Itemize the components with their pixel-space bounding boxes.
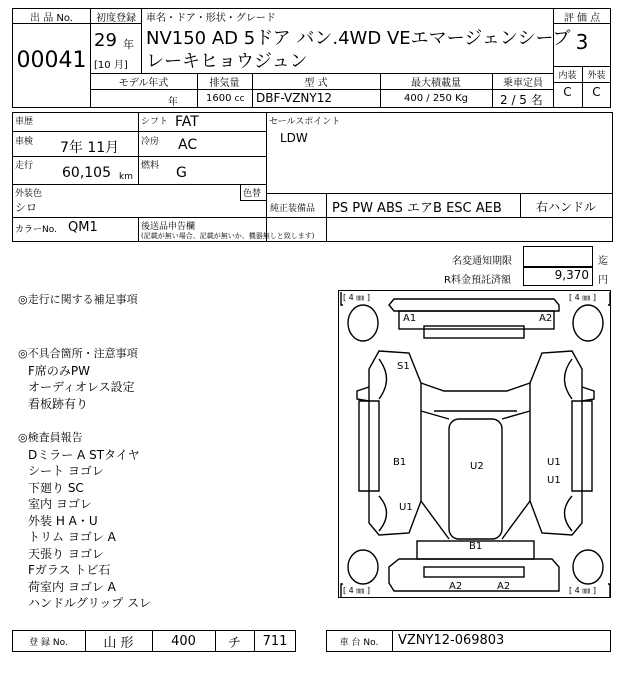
exterior-label: 外装 [587, 70, 606, 81]
damage-mark: U1 [547, 457, 561, 468]
model-year-label: モデル年式 [118, 78, 169, 89]
capacity: 2 / 5 名 [500, 93, 543, 107]
exterior-grade: C [592, 85, 601, 99]
fuel: G [176, 165, 187, 181]
lot-no: 00041 [16, 48, 87, 73]
capacity-label: 乗車定員 [503, 78, 543, 89]
ac-label: 冷房 [141, 137, 160, 147]
inspector-item: 荷室内 ヨゴレ A [28, 579, 116, 594]
damage-mark: B1 [393, 457, 407, 468]
registration-kana: チ [227, 635, 241, 651]
registration-class: 400 [171, 633, 196, 649]
ac: AC [178, 137, 198, 153]
sales-point: LDW [280, 131, 308, 145]
aftermarket-note: (記載が無い場合、記載が無いか、機器無しと致します) [141, 232, 315, 240]
tire-tread-rr: [ 4 ㎜ ] [569, 586, 596, 595]
damage-mark: U1 [547, 475, 561, 486]
damage-mark: A2 [497, 581, 511, 592]
ext-color-label: 外装色 [15, 189, 43, 199]
recycle-label: R料金預託済額 [444, 275, 511, 286]
displacement-label: 排気量 [209, 78, 240, 89]
registration-label: 登 録 No. [29, 637, 68, 648]
fuel-label: 燃料 [141, 161, 160, 171]
first-reg-label: 初度登録 [90, 8, 142, 24]
defect-item: オーディオレス設定 [28, 380, 135, 394]
type-label: 型 式 [304, 78, 328, 89]
max-load-label: 最大積載量 [411, 78, 461, 89]
history-label: 車歴 [15, 117, 34, 127]
ext-color: シロ [15, 201, 37, 214]
damage-mark: B1 [469, 541, 483, 552]
inspector-block [18, 430, 151, 612]
damage-mark: A2 [449, 581, 463, 592]
registration-number: 711 [262, 633, 288, 649]
repaint-label: 色替 [243, 189, 262, 199]
score: 3 [575, 30, 589, 54]
driving-notes-head: ◎走行に関する補足事項 [18, 293, 138, 306]
mileage: 60,105 [62, 165, 111, 181]
recycle-unit: 円 [598, 275, 608, 286]
model-type: DBF-VZNY12 [256, 91, 333, 105]
damage-diagram [338, 290, 611, 598]
damage-mark: U1 [399, 502, 413, 513]
damage-mark: A1 [403, 313, 417, 324]
defects-head: ◎不具合箇所・注意事項 [18, 347, 138, 360]
aftermarket-label: 後送品申告欄 [141, 222, 196, 232]
recycle: 9,370 [554, 268, 589, 282]
chassis-label: 車 台 No. [339, 637, 379, 648]
inspector-item: ハンドルグリップ スレ [28, 596, 152, 610]
color-no: QM1 [68, 220, 98, 235]
inspector-item: 外装 H A・U [28, 513, 98, 528]
vehicle-name-line2: レーキヒョウジュン [146, 51, 308, 72]
vehicle-name: NV150 AD 5ドア バン.4WD VEエマージェンシーブ [146, 28, 571, 49]
damage-mark: U2 [470, 461, 484, 472]
registration-pref: 山 形 [103, 635, 134, 651]
name-change-unit: 迄 [598, 256, 608, 267]
model-year-unit: 年 [168, 97, 178, 108]
shift: FAT [175, 114, 199, 130]
tire-tread-fl: [ 4 ㎜ ] [343, 293, 370, 302]
inspector-item: 下廻り SC [28, 480, 84, 495]
defect-item: 看板跡有り [28, 396, 89, 411]
name-change-box [523, 246, 593, 268]
defect-item: F席のみPW [28, 363, 91, 378]
inspector-item: トリム ヨゴレ A [28, 530, 116, 544]
inspector-item: Fガラス トビ石 [28, 563, 111, 577]
damage-mark: S1 [397, 361, 410, 372]
lot-no-label: 出 品 No. [12, 8, 91, 24]
tire-tread-rl: [ 4 ㎜ ] [343, 586, 370, 595]
name-change-label: 名変通知期限 [452, 256, 512, 267]
inspector-item: シート ヨゴレ [28, 464, 104, 478]
steering: 右ハンドル [536, 200, 597, 214]
vehicle-label: 車名・ドア・形状・グレード [146, 13, 276, 24]
shift-label: シフト [141, 117, 169, 127]
notes-block [18, 292, 138, 309]
interior-grade: C [563, 85, 572, 99]
max-load: 400 / 250 Kg [404, 93, 468, 104]
inspection-label: 車検 [15, 137, 34, 147]
inspector-item: 室内 ヨゴレ [28, 497, 92, 511]
inspector-item: 天張り ヨゴレ [28, 546, 104, 561]
chassis-no: VZNY12-069803 [398, 633, 505, 648]
mileage-label: 走行 [15, 161, 34, 171]
equipment: PS PW ABS エアB ESC AEB [332, 201, 502, 216]
equipment-label: 純正装備品 [270, 204, 316, 214]
car-outline [339, 291, 612, 599]
damage-mark: A2 [539, 313, 553, 324]
first-reg-year: 29 [94, 30, 117, 51]
mileage-unit: km [119, 172, 133, 182]
sales-point-label: セールスポイント [269, 117, 341, 127]
interior-label: 内装 [558, 70, 577, 81]
inspector-head: ◎検査員報告 [18, 431, 83, 444]
first-reg-month: [10 月] [94, 60, 128, 71]
color-no-label: カラーNo. [15, 225, 57, 235]
displacement: 1600 cc [206, 93, 245, 104]
tire-tread-fr: [ 4 ㎜ ] [569, 293, 596, 302]
first-reg-year-unit: 年 [123, 38, 134, 51]
defects-block [18, 346, 138, 412]
inspection-date: 7年 11月 [60, 140, 120, 156]
score-label: 評 価 点 [553, 8, 611, 24]
inspector-item: Dミラー A STタイヤ [28, 447, 140, 462]
